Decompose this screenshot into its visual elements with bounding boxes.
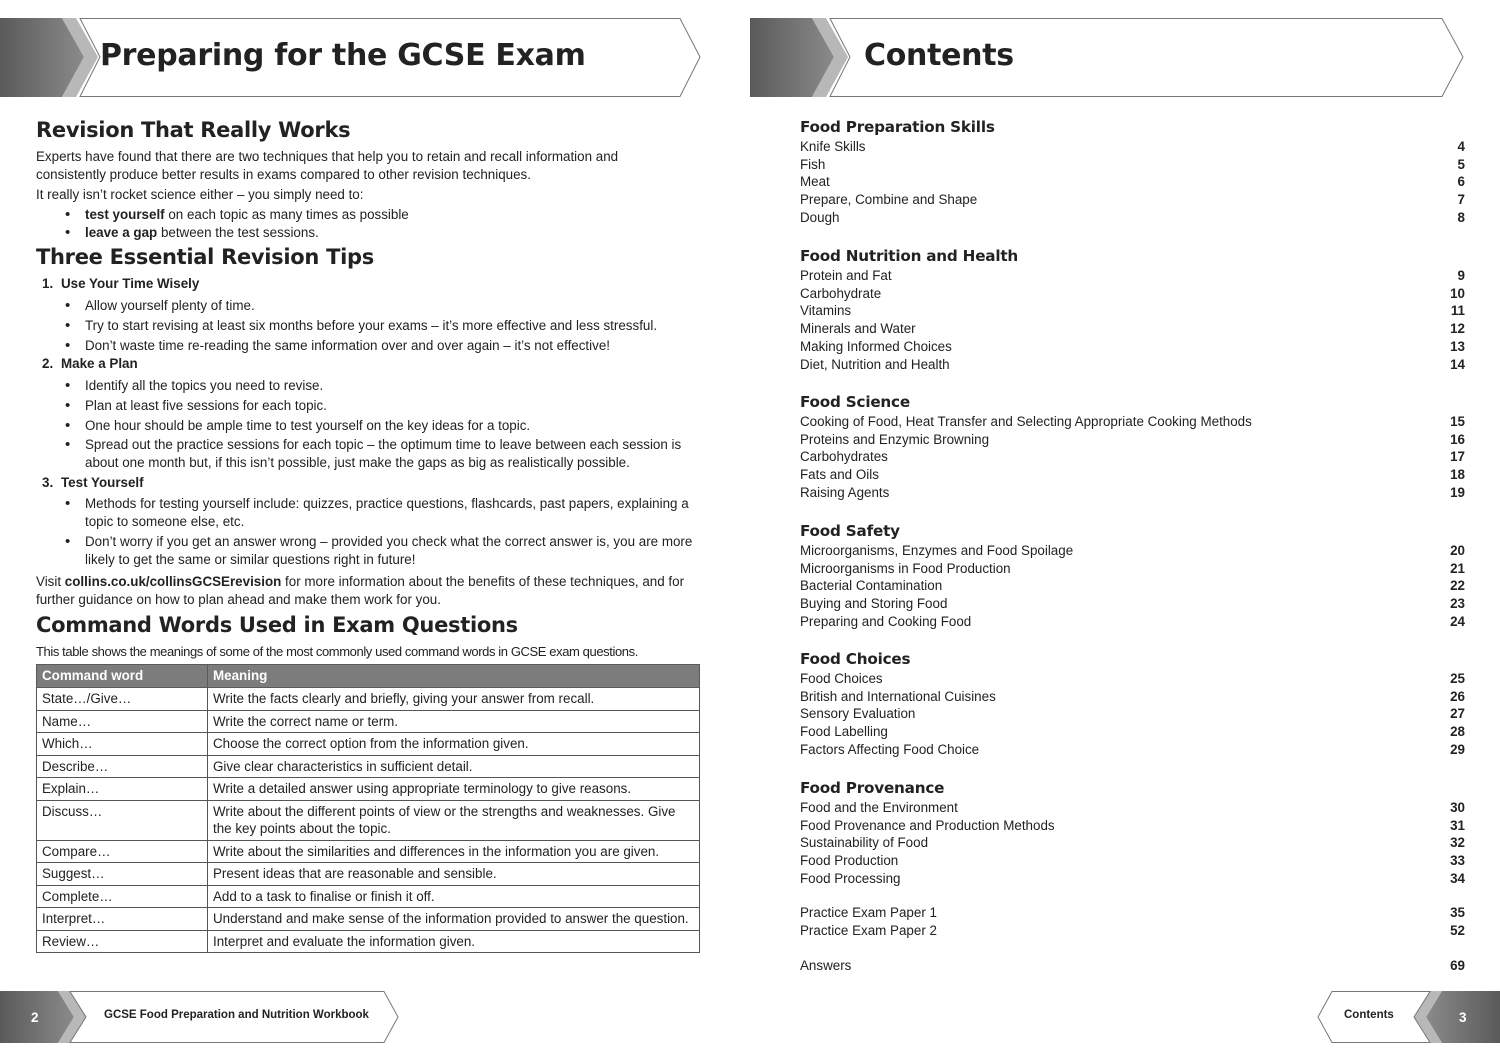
right-page-number: 3 (1459, 1010, 1467, 1025)
table-row (37, 733, 700, 756)
contents-entry-label: British and International Cuisines (800, 688, 996, 704)
table-header-row (37, 665, 700, 688)
contents-entry-label: Meat (800, 174, 830, 190)
contents-entry-page: 16 (1450, 431, 1465, 447)
meaning-cell: Write the facts clearly and briefly, giving your answer from recall. (208, 688, 700, 711)
command-word-cell: Discuss… (37, 800, 208, 840)
list-item: • Methods for testing yourself include: quizzes, practice questions, flashcards, past papers, explaining a topic to someone else, etc. (65, 495, 705, 531)
contents-entry-label: Diet, Nutrition and Health (800, 356, 950, 372)
contents-entry[interactable] (800, 834, 1465, 852)
contents-entry-label: Food Provenance and Production Methods (800, 817, 1055, 833)
contents-entry-label: Food Processing (800, 870, 901, 886)
contents-entry[interactable] (800, 209, 1465, 227)
contents-section (800, 118, 1465, 227)
right-header-banner (750, 18, 1466, 97)
contents-entry-page: 69 (1450, 958, 1465, 973)
meaning-cell: Interpret and evaluate the information given. (208, 930, 700, 953)
contents-entry[interactable] (800, 448, 1465, 466)
contents-entry-label: Food and the Environment (800, 800, 958, 815)
contents-entry-label: Sustainability of Food (800, 835, 929, 851)
contents-entry-label: Raising Agents (800, 484, 890, 500)
list-item: • test yourself on each topic as many times as possible (65, 206, 409, 224)
table-row (37, 908, 700, 931)
collins-link[interactable]: collins.co.uk/collinsGCSErevision (64, 574, 282, 589)
contents-entry-page: 5 (1457, 156, 1465, 172)
contents-entry-label: Knife Skills (800, 139, 866, 154)
contents-entry-page: 27 (1450, 706, 1465, 722)
contents-section-title: Food Choices (800, 650, 911, 668)
contents-entry-page: 30 (1450, 800, 1465, 815)
meaning-cell: Write a detailed answer using appropriate terminology to give reasons. (208, 778, 700, 801)
footer-contents-label: Contents (1344, 1009, 1394, 1021)
contents-entry[interactable] (800, 285, 1465, 303)
contents-entry-label: Bacterial Contamination (800, 578, 943, 594)
contents-entry[interactable] (800, 799, 1465, 817)
tip-3-heading: 3. Test Yourself (42, 475, 144, 490)
contents-entry[interactable] (800, 138, 1465, 156)
contents-entry[interactable] (800, 191, 1465, 209)
contents-entry-page: 26 (1450, 688, 1465, 704)
commands-intro: This table shows the meanings of some of the most commonly used command words in GCSE exam questions. (36, 644, 638, 659)
contents-entry[interactable] (800, 356, 1465, 374)
meaning-cell: Add to a task to finalise or finish it off. (208, 885, 700, 908)
revision-heading: Revision That Really Works (36, 118, 351, 142)
contents-entry-label: Fish (800, 156, 826, 172)
contents-entry-label: Cooking of Food, Heat Transfer and Selecting Appropriate Cooking Methods (800, 414, 1252, 429)
command-word-cell: Explain… (37, 778, 208, 801)
contents-entry[interactable] (800, 267, 1465, 285)
contents-entry-label: Carbohydrates (800, 449, 888, 465)
meaning-cell: Write the correct name or term. (208, 710, 700, 733)
contents-entry-label: Food Labelling (800, 724, 888, 740)
command-word-cell: Name… (37, 710, 208, 733)
meaning-cell: Write about the similarities and differences in the information you are given. (208, 840, 700, 863)
revision-bullets (65, 206, 409, 242)
contents-practice-papers (800, 904, 1465, 939)
contents-entry[interactable] (800, 613, 1465, 631)
meaning-cell: Choose the correct option from the information given. (208, 733, 700, 756)
tip-1-bullets (65, 296, 705, 356)
table-row (37, 840, 700, 863)
table-row (37, 778, 700, 801)
column-header-command-word: Command word (37, 665, 208, 688)
contents-answers (800, 957, 1465, 975)
contents-entry-label: Food Choices (800, 671, 883, 686)
contents-entry-page: 8 (1457, 209, 1465, 225)
contents-section (800, 522, 1465, 631)
contents-section-title: Food Safety (800, 522, 900, 540)
contents-entry-page: 24 (1450, 613, 1465, 629)
list-item: • Identify all the topics you need to revise. (65, 376, 705, 396)
list-item: • leave a gap between the test sessions. (65, 224, 409, 242)
tip-1-heading: 1. Use Your Time Wisely (42, 276, 200, 291)
list-item: • Don’t waste time re-reading the same information over and over again – it’s not effective! (65, 336, 705, 356)
contents-entry-page: 6 (1457, 174, 1465, 190)
meaning-cell: Give clear characteristics in sufficient detail. (208, 755, 700, 778)
contents-entry[interactable] (800, 577, 1465, 595)
contents-entry[interactable] (800, 957, 1465, 975)
contents-entry-page: 35 (1450, 905, 1465, 920)
contents-entry[interactable] (800, 484, 1465, 502)
contents-entry-label: Prepare, Combine and Shape (800, 192, 978, 208)
contents-entry[interactable] (800, 670, 1465, 688)
command-word-cell: State…/Give… (37, 688, 208, 711)
table-row (37, 800, 700, 840)
commands-heading: Command Words Used in Exam Questions (36, 613, 518, 637)
meaning-cell: Understand and make sense of the information provided to answer the question. (208, 908, 700, 931)
contents-entry-label: Protein and Fat (800, 268, 892, 283)
command-word-cell: Which… (37, 733, 208, 756)
right-footer (1316, 991, 1500, 1043)
command-word-cell: Complete… (37, 885, 208, 908)
contents-entry-page: 10 (1450, 285, 1465, 301)
list-item: • Spread out the practice sessions for each topic – the optimum time to leave between each session is about one month but, if this isn’t possible, just make the gaps as big as realistically possible. (65, 436, 705, 472)
command-word-cell: Review… (37, 930, 208, 953)
contents-entry-page: 23 (1450, 596, 1465, 612)
contents-entry[interactable] (800, 302, 1465, 320)
contents-entry-page: 21 (1450, 560, 1465, 576)
contents-entry[interactable] (800, 320, 1465, 338)
contents-entry[interactable] (800, 595, 1465, 613)
contents-section-title: Food Nutrition and Health (800, 247, 1019, 265)
contents-entry-label: Carbohydrate (800, 285, 882, 301)
table-row (37, 930, 700, 953)
contents-entry-label: Preparing and Cooking Food (800, 613, 972, 629)
table-row (37, 885, 700, 908)
contents-entry-page: 13 (1450, 338, 1465, 354)
command-word-cell: Interpret… (37, 908, 208, 931)
left-footer (0, 991, 400, 1043)
contents-entry-page: 20 (1450, 543, 1465, 558)
contents-entry[interactable] (800, 542, 1465, 560)
tip-3-bullets (65, 495, 705, 569)
command-word-cell: Describe… (37, 755, 208, 778)
right-page-title: Contents (864, 38, 1014, 73)
contents-entry-label: Making Informed Choices (800, 338, 952, 354)
contents-section (800, 393, 1465, 502)
contents-entry[interactable] (800, 338, 1465, 356)
contents-entry-label: Minerals and Water (800, 321, 916, 337)
contents-entry-page: 28 (1450, 724, 1465, 740)
list-item: • Allow yourself plenty of time. (65, 296, 705, 316)
contents-entry-page: 12 (1450, 321, 1465, 337)
contents-entry-page: 19 (1450, 484, 1465, 500)
left-page-number: 2 (31, 1010, 39, 1025)
contents-entry[interactable] (800, 413, 1465, 431)
contents-entry-page: 33 (1450, 853, 1465, 869)
contents-entry-page: 34 (1450, 870, 1465, 886)
contents-entry-page: 32 (1450, 835, 1465, 851)
list-item: • One hour should be ample time to test yourself on the key ideas for a topic. (65, 416, 705, 436)
contents-entry[interactable] (800, 852, 1465, 870)
contents-entry-label: Dough (800, 209, 840, 225)
contents-entry-label: Proteins and Enzymic Browning (800, 431, 990, 447)
command-words-table (36, 664, 700, 953)
contents-entry[interactable] (800, 904, 1465, 922)
contents-entry-page: 9 (1457, 268, 1465, 283)
contents-entry-label: Food Production (800, 853, 899, 869)
meaning-cell: Write about the different points of view or the strengths and weaknesses. Give the key points about the topic. (208, 800, 700, 840)
contents-entry-label: Fats and Oils (800, 467, 879, 483)
contents-entry[interactable] (800, 922, 1465, 940)
list-item: • Don’t worry if you get an answer wrong – provided you check what the correct answer is, you are more likely to get the same or similar questions right in future! (65, 533, 705, 569)
contents-entry[interactable] (800, 688, 1465, 706)
table-row (37, 755, 700, 778)
contents-entry[interactable] (800, 870, 1465, 888)
contents-entry-page: 14 (1450, 356, 1465, 372)
contents-entry-page: 17 (1450, 449, 1465, 465)
list-item: • Plan at least five sessions for each topic. (65, 396, 705, 416)
contents-entry[interactable] (800, 723, 1465, 741)
contents-entry-page: 7 (1457, 192, 1465, 208)
contents-entry-label: Sensory Evaluation (800, 706, 916, 722)
contents-entry[interactable] (800, 466, 1465, 484)
contents-entry[interactable] (800, 560, 1465, 578)
contents-entry[interactable] (800, 705, 1465, 723)
column-header-meaning: Meaning (208, 665, 700, 688)
contents-entry-label: Answers (800, 958, 852, 973)
contents-entry-label: Microorganisms in Food Production (800, 560, 1011, 576)
contents-entry-page: 52 (1450, 922, 1465, 938)
contents-entry-page: 22 (1450, 578, 1465, 594)
contents-entry-label: Practice Exam Paper 1 (800, 905, 937, 920)
contents-section (800, 779, 1465, 888)
contents-entry-label: Practice Exam Paper 2 (800, 922, 937, 938)
contents-entry[interactable] (800, 173, 1465, 191)
list-item: • Try to start revising at least six months before your exams – it’s more effective and less stressful. (65, 316, 705, 336)
contents-entry[interactable] (800, 156, 1465, 174)
contents-entry-page: 15 (1450, 414, 1465, 429)
contents-entry-page: 29 (1450, 741, 1465, 757)
contents-section-title: Food Science (800, 393, 910, 411)
contents-entry-page: 31 (1450, 817, 1465, 833)
contents-section (800, 247, 1465, 373)
left-page-title: Preparing for the GCSE Exam (100, 38, 586, 73)
table-row (37, 863, 700, 886)
contents-section-title: Food Provenance (800, 779, 945, 797)
tip-2-bullets (65, 376, 705, 472)
contents-section (800, 650, 1465, 759)
table-row (37, 710, 700, 733)
contents-entry-page: 11 (1450, 303, 1465, 319)
visit-paragraph: Visit collins.co.uk/collinsGCSErevision for more information about the benefits of these techniques, and for further guidance on how to plan ahead and make them work for you. (36, 574, 685, 607)
contents-entry-page: 4 (1457, 139, 1465, 154)
contents-section-title: Food Preparation Skills (800, 118, 995, 136)
contents-entry-label: Factors Affecting Food Choice (800, 741, 980, 757)
table-row (37, 688, 700, 711)
revision-para-1: Experts have found that there are two techniques that help you to retain and recall information and consistently produce better results in exams compared to other revision techniques. (36, 149, 619, 182)
command-word-cell: Compare… (37, 840, 208, 863)
book-title: GCSE Food Preparation and Nutrition Workbook (104, 1009, 369, 1021)
contents-entry-label: Vitamins (800, 303, 852, 319)
revision-para-2: It really isn’t rocket science either – you simply need to: (36, 187, 364, 202)
tip-2-heading: 2. Make a Plan (42, 356, 138, 371)
meaning-cell: Present ideas that are reasonable and sensible. (208, 863, 700, 886)
command-word-cell: Suggest… (37, 863, 208, 886)
contents-entry-label: Buying and Storing Food (800, 596, 948, 612)
contents-entry[interactable] (800, 817, 1465, 835)
contents-entry[interactable] (800, 431, 1465, 449)
contents-entry-page: 18 (1450, 467, 1465, 483)
contents-entry-label: Microorganisms, Enzymes and Food Spoilage (800, 543, 1074, 558)
contents-entry-page: 25 (1450, 671, 1465, 686)
contents-entry[interactable] (800, 741, 1465, 759)
tips-heading: Three Essential Revision Tips (36, 245, 374, 269)
